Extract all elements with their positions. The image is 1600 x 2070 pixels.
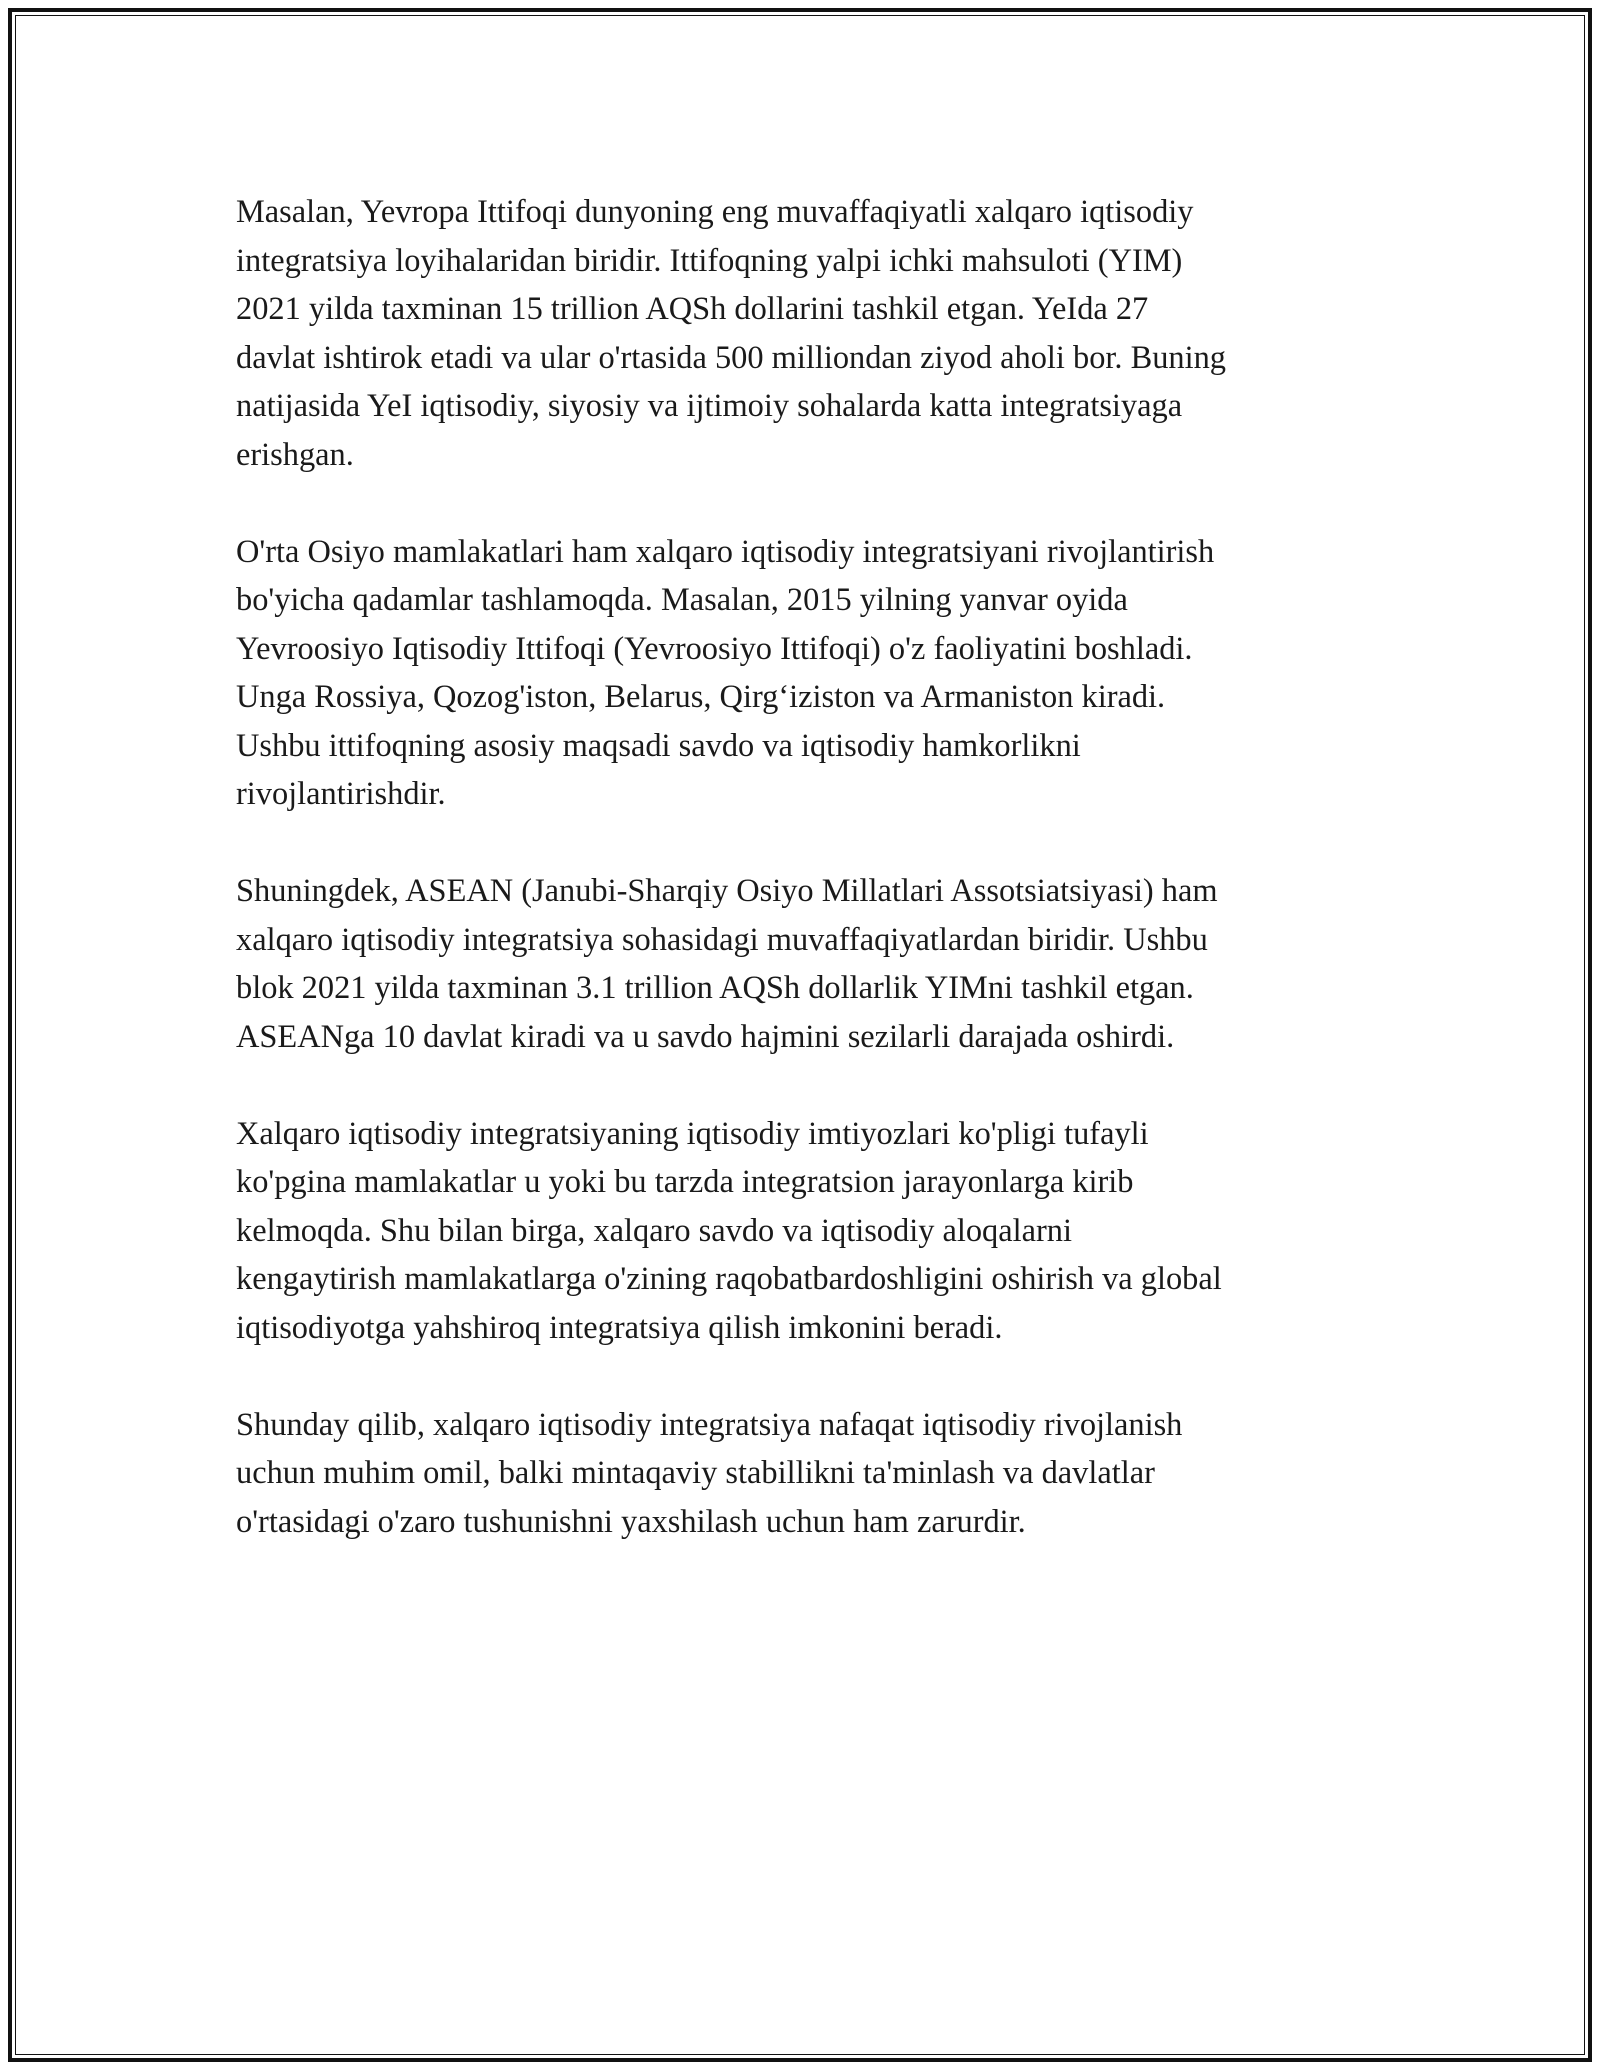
text-line: Ushbu ittifoqning asosiy maqsadi savdo va iqtisodiy hamkorlikni bbox=[236, 727, 1081, 764]
text-line: bo'yicha qadamlar tashlamoqda. Masalan, 2015 yilning yanvar oyida bbox=[236, 582, 1128, 618]
text-line: Unga Rossiya, Qozog'iston, Belarus, Qirg‘iziston va Armaniston kiradi. bbox=[236, 679, 1166, 715]
text-line: Shuningdek, ASEAN (Janubi-Sharqiy Osiyo Millatlari Assotsiatsiyasi) ham bbox=[236, 873, 1218, 909]
text-line: davlat ishtirok etadi va ular o'rtasida 500 milliondan ziyod aholi bor. Buning bbox=[236, 339, 1226, 376]
text-line: ko'pgina mamlakatlar u yoki bu tarzda integratsion jarayonlarga kirib bbox=[236, 1164, 1134, 1200]
text-line: kengaytirish mamlakatlarga o'zining raqobatbardoshligini oshirish va global bbox=[236, 1261, 1222, 1297]
text-line: uchun muhim omil, balki mintaqaviy stabillikni ta'minlash va davlatlar bbox=[236, 1455, 1155, 1491]
text-line: iqtisodiyotga yahshiroq integratsiya qilish imkonini beradi. bbox=[236, 1309, 1003, 1346]
paragraph-asean bbox=[236, 867, 1366, 1061]
paragraph-benefits bbox=[236, 1110, 1366, 1353]
document-body bbox=[236, 188, 1366, 1546]
text-line: 2021 yilda taxminan 15 trillion AQSh dollarini tashkil etgan. YeIda 27 bbox=[236, 291, 1149, 327]
paragraph-eu bbox=[236, 188, 1366, 479]
paragraph-central-asia bbox=[236, 528, 1366, 819]
text-line: xalqaro iqtisodiy integratsiya sohasidagi muvaffaqiyatlardan biridir. Ushbu bbox=[236, 921, 1208, 958]
text-line: rivojlantirishdir. bbox=[236, 776, 446, 812]
text-line: ASEANga 10 davlat kiradi va u savdo hajmini sezilarli darajada oshirdi. bbox=[236, 1018, 1175, 1055]
text-line: kelmoqda. Shu bilan birga, xalqaro savdo va iqtisodiy aloqalarni bbox=[236, 1212, 1072, 1249]
paragraph-conclusion bbox=[236, 1401, 1366, 1547]
text-line: blok 2021 yilda taxminan 3.1 trillion AQSh dollarlik YIMni tashkil etgan. bbox=[236, 970, 1194, 1006]
text-line: Masalan, Yevropa Ittifoqi dunyoning eng muvaffaqiyatli xalqaro iqtisodiy bbox=[236, 194, 1194, 230]
text-line: o'rtasidagi o'zaro tushunishni yaxshilash uchun ham zarurdir. bbox=[236, 1503, 1026, 1540]
text-line: Xalqaro iqtisodiy integratsiyaning iqtisodiy imtiyozlari ko'pligi tufayli bbox=[236, 1115, 1149, 1152]
text-line: Yevroosiyo Iqtisodiy Ittifoqi (Yevroosiyo Ittifoqi) o'z faoliyatini boshladi. bbox=[236, 630, 1193, 667]
text-line: integratsiya loyihalaridan biridir. Ittifoqning yalpi ichki mahsuloti (YIM) bbox=[236, 242, 1183, 279]
text-line: O'rta Osiyo mamlakatlari ham xalqaro iqtisodiy integratsiyani rivojlantirish bbox=[236, 533, 1215, 570]
text-line: natijasida YeI iqtisodiy, siyosiy va ijtimoiy sohalarda katta integratsiyaga bbox=[236, 388, 1183, 424]
text-line: erishgan. bbox=[236, 436, 354, 473]
text-line: Shunday qilib, xalqaro iqtisodiy integratsiya nafaqat iqtisodiy rivojlanish bbox=[236, 1406, 1183, 1443]
